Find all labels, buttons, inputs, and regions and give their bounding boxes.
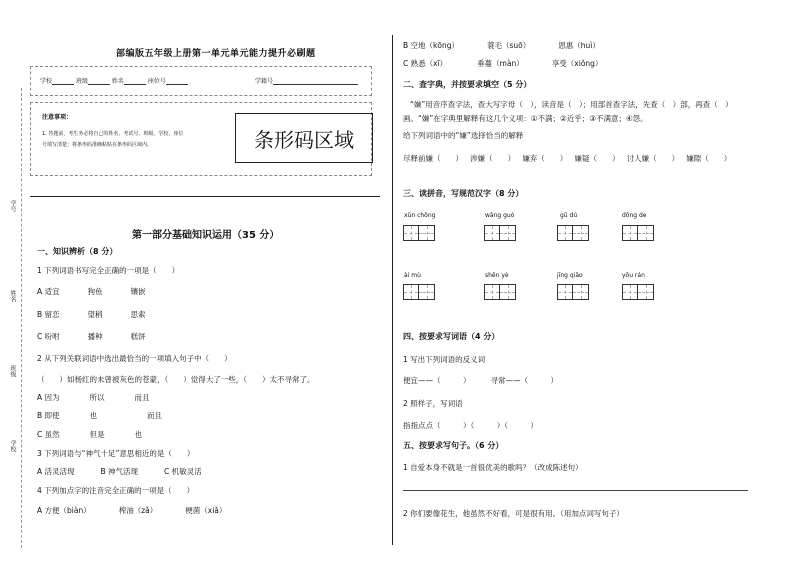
write-box-7[interactable] [557,284,589,300]
pinyin-1: xūn chōng [404,212,436,219]
s4-q2-item: 指指点点（ ）（ ）（ ） [403,421,538,430]
part1-title: 第一部分基础知识运用（35 分） [132,230,280,241]
s1-heading: 一、知识辨析（8 分） [37,247,118,256]
column-divider [392,35,393,545]
s1-q3-stem: 3 下列词语与“神气十足”意思相近的是（ ） [37,449,195,458]
binding-line [21,88,22,548]
barcode-area: 条形码区域 [235,113,373,163]
s5-q2: 2 你们要像花生，他虽然不好看，可是很有用。（用加点词写句子） [403,509,624,518]
side-label-school: 学校 [9,440,16,452]
side-label-student-no: 学号 [9,200,16,212]
side-label-class: 班级 [9,365,16,377]
notice-title: 注意事项： [42,114,73,121]
s4-q2: 2 照样子，写词语 [403,399,463,408]
s4-q1-items: 便宜——（ ） 寻常——（ ） [403,376,558,385]
s5-heading: 五、按要求写句子。（6 分） [403,441,504,450]
write-box-6[interactable] [484,284,516,300]
s1-q3-options: A 活灵活现 B 神气活现 C 机敏灵活 [37,467,202,476]
write-box-8[interactable] [622,284,654,300]
s1-q4-option-b: B 空地（kōng） 蓑毛（suō） 恩惠（huì） [403,41,600,50]
s1-q1-option-a: A 适宜 狗鱼 镶嵌 [37,287,146,296]
write-box-1[interactable] [403,225,435,241]
s2-line-1: “嫌”用音序查字法，查大写字母（ ），读音是（ ）；用部首查字法，先查（ ）部，再查（ ） [410,100,733,109]
write-box-4[interactable] [622,225,654,241]
pinyin-3: gū dú [560,212,578,219]
notice-line-2: 号填写清楚；将条形码准确粘贴在条形码区域内。 [42,142,153,148]
s1-q4-option-a: A 方便（biàn） 榨油（zǎ） 梗菌（xiǎ） [37,506,227,515]
s1-q1-stem: 1 下列词语书写完全正确的一项是（ ） [37,266,180,275]
s1-q2-sentence: （ ）如杨红的未曾被灰色的苍蒙，（ ）觉得大了一些，（ ）太不寻常了。 [37,375,315,384]
side-label-name: 姓名 [9,290,16,302]
s2-line-3: 给下列词语中的“嫌”选择恰当的解释 [403,131,524,140]
info-row: 学校 班级 姓名 座位号 [40,76,188,85]
exam-no: 学籍号 [255,76,358,85]
s1-q4-option-c: C 熟悉（xī） 垂蔓（màn） 享受（xiǒng） [403,59,603,68]
s1-q2-option-a: A 因为 所以 而且 [37,393,150,402]
pinyin-4: dōng de [622,212,647,219]
s1-q1-option-c: C 吩咐 播种 糕饼 [37,332,146,341]
s1-q2-option-b: B 即使 也 而且 [37,411,163,420]
s1-q2-option-c: C 虽然 但是 也 [37,430,143,439]
write-box-5[interactable] [403,284,435,300]
s2-words: 尽释前嫌（ ） 涉嫌（ ） 嫌弃（ ） 嫌疑（ ） 讨人嫌（ ） 嫌隙（ ） [403,154,732,163]
notice-line-1: 1. 答题前，考生务必将自己的姓名、考试号、班级、学校、座位 [42,131,184,137]
s2-line-2: 画。“嫌”在字典里解释有这几个义项：①不满；②近乎；③不满意；④怨。 [403,114,648,123]
header-divider [30,196,380,197]
s4-heading: 四、按要求写词语（4 分） [403,332,500,341]
write-box-2[interactable] [484,225,516,241]
page-title: 部编版五年级上册第一单元单元能力提升必刷题 [116,49,316,59]
s2-heading: 二、查字典，并按要求填空（5 分） [403,80,532,89]
pinyin-2: wāng guò [485,212,515,219]
s4-q1: 1 写出下列词语的反义词 [403,355,486,364]
s1-q1-option-b: B 留恋 望稍 思索 [37,310,146,319]
s5-q1: 1 自爱本身不就是一首很优美的歌吗？（改成陈述句） [403,463,583,472]
pinyin-7: jīng qiǎo [557,272,583,279]
pinyin-6: shēn yè [485,272,509,279]
write-box-3[interactable] [557,225,589,241]
pinyin-5: ài mù [404,272,421,279]
s5-q1-answer-line[interactable] [403,490,748,491]
s3-heading: 三、读拼音，写规范汉字（8 分） [403,189,524,198]
s1-q2-stem: 2 从下列关联词语中选出最恰当的一项填入句子中（ ） [37,354,232,363]
pinyin-8: yōu rán [622,272,645,279]
s1-q4-stem: 4 下列加点字的注音完全正确的一项是（ ） [37,486,195,495]
